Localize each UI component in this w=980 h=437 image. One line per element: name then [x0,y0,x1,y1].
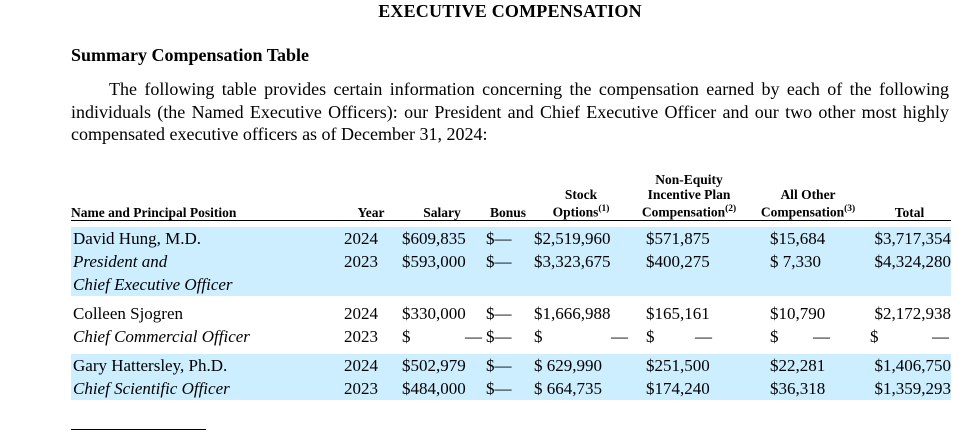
stock-options-cell: $ — [534,326,628,346]
header-stock-line1: Stock [564,187,598,202]
footnote-divider [71,429,206,430]
all-other-cell: $10,790 [748,302,868,325]
section-heading: EXECUTIVE COMPENSATION [378,1,642,21]
year-cell: 2024 [342,354,400,377]
year-cell: 2024 [342,227,400,250]
header-other-line1: All Other [780,187,836,202]
stock-options-cell: $ 664,735 [532,377,630,400]
header-stock-line2: Options [552,204,599,220]
stock-options-cell: $2,519,960 [532,227,630,250]
header-stock-options [532,172,630,220]
header-all-other [748,172,868,220]
header-nonequity [630,172,748,220]
header-nonequity-line2: Incentive Plan [647,187,731,202]
bonus-cell: $— [484,377,532,400]
nonequity-cell: $571,875 [630,227,748,250]
executive-name: Colleen Sjogren [71,302,342,325]
table-row [71,250,951,273]
year-cell: 2023 [342,250,400,273]
nonequity-cell: $165,161 [630,302,748,325]
table-row [71,377,951,400]
bonus-cell: $— [484,354,532,377]
executive-title: Chief Commercial Officer [71,325,342,348]
header-nonequity-line3: Compensation [641,204,726,220]
header-year: Year [342,172,400,220]
header-nonequity-line1: Non-Equity [655,172,723,187]
year-cell: 2023 [342,377,400,400]
total-cell: $4,324,280 [868,250,951,273]
total-cell: $1,359,293 [868,377,951,400]
all-other-cell: $ — [748,325,868,348]
header-name: Name and Principal Position [71,172,342,220]
header-bonus: Bonus [484,172,532,220]
header-other-line2: Compensation [760,204,845,220]
bonus-cell: $— [484,302,532,325]
table-row [71,325,951,348]
executive-name: Gary Hattersley, Ph.D. [71,354,342,377]
footnote-ref-2: (2) [725,204,737,214]
salary-cell: $593,000 [400,250,484,273]
stock-options-cell: $1,666,988 [532,302,630,325]
stock-options-cell: $ 629,990 [532,354,630,377]
nonequity-cell: $251,500 [630,354,748,377]
nonequity-cell: $400,275 [630,250,748,273]
all-other-cell: $36,318 [748,377,868,400]
footnote-ref-1: (1) [598,204,610,214]
header-row [71,172,951,220]
all-other-cell: $22,281 [748,354,868,377]
salary-cell: $330,000 [400,302,484,325]
header-total: Total [868,172,951,220]
table-row [71,273,951,296]
total-cell: $2,172,938 [868,302,951,325]
executive-title: Chief Scientific Officer [71,377,342,400]
year-cell: 2023 [342,325,400,348]
bonus-cell: $— [484,325,532,348]
stock-options-cell: $3,323,675 [532,250,630,273]
salary-cell: $609,835 [400,227,484,250]
summary-compensation-table [71,172,951,400]
table-row [71,302,951,325]
all-other-cell: $15,684 [748,227,868,250]
nonequity-cell: $174,240 [630,377,748,400]
total-cell: $3,717,354 [868,227,951,250]
table-row [71,354,951,377]
table-title: Summary Compensation Table [71,45,310,65]
total-cell: $ — [870,326,949,346]
executive-title: President and [71,250,342,273]
bonus-cell: $— [484,227,532,250]
executive-title: Chief Executive Officer [71,273,342,296]
bonus-cell: $— [484,250,532,273]
executive-group-sjogren [71,302,951,348]
executive-group-hattersley [71,354,951,400]
footnote-ref-3: (3) [844,204,856,214]
all-other-cell: $ 7,330 [748,250,868,273]
total-cell: $1,406,750 [868,354,951,377]
intro-paragraph: The following table provides certain information concerning the compensation earned by each of the following individuals (the Named Executive Officers): our President and Chief Executive Officer and our two other most highly compensated executive officers as of December 31, 2024: [71,79,949,144]
nonequity-cell: $ — [630,325,748,348]
executive-group-hung [71,227,951,296]
executive-name: David Hung, M.D. [71,227,342,250]
salary-cell: $ — [402,326,482,346]
year-cell: 2024 [342,302,400,325]
salary-cell: $484,000 [400,377,484,400]
header-salary: Salary [400,172,484,220]
table-row [71,227,951,250]
salary-cell: $502,979 [400,354,484,377]
